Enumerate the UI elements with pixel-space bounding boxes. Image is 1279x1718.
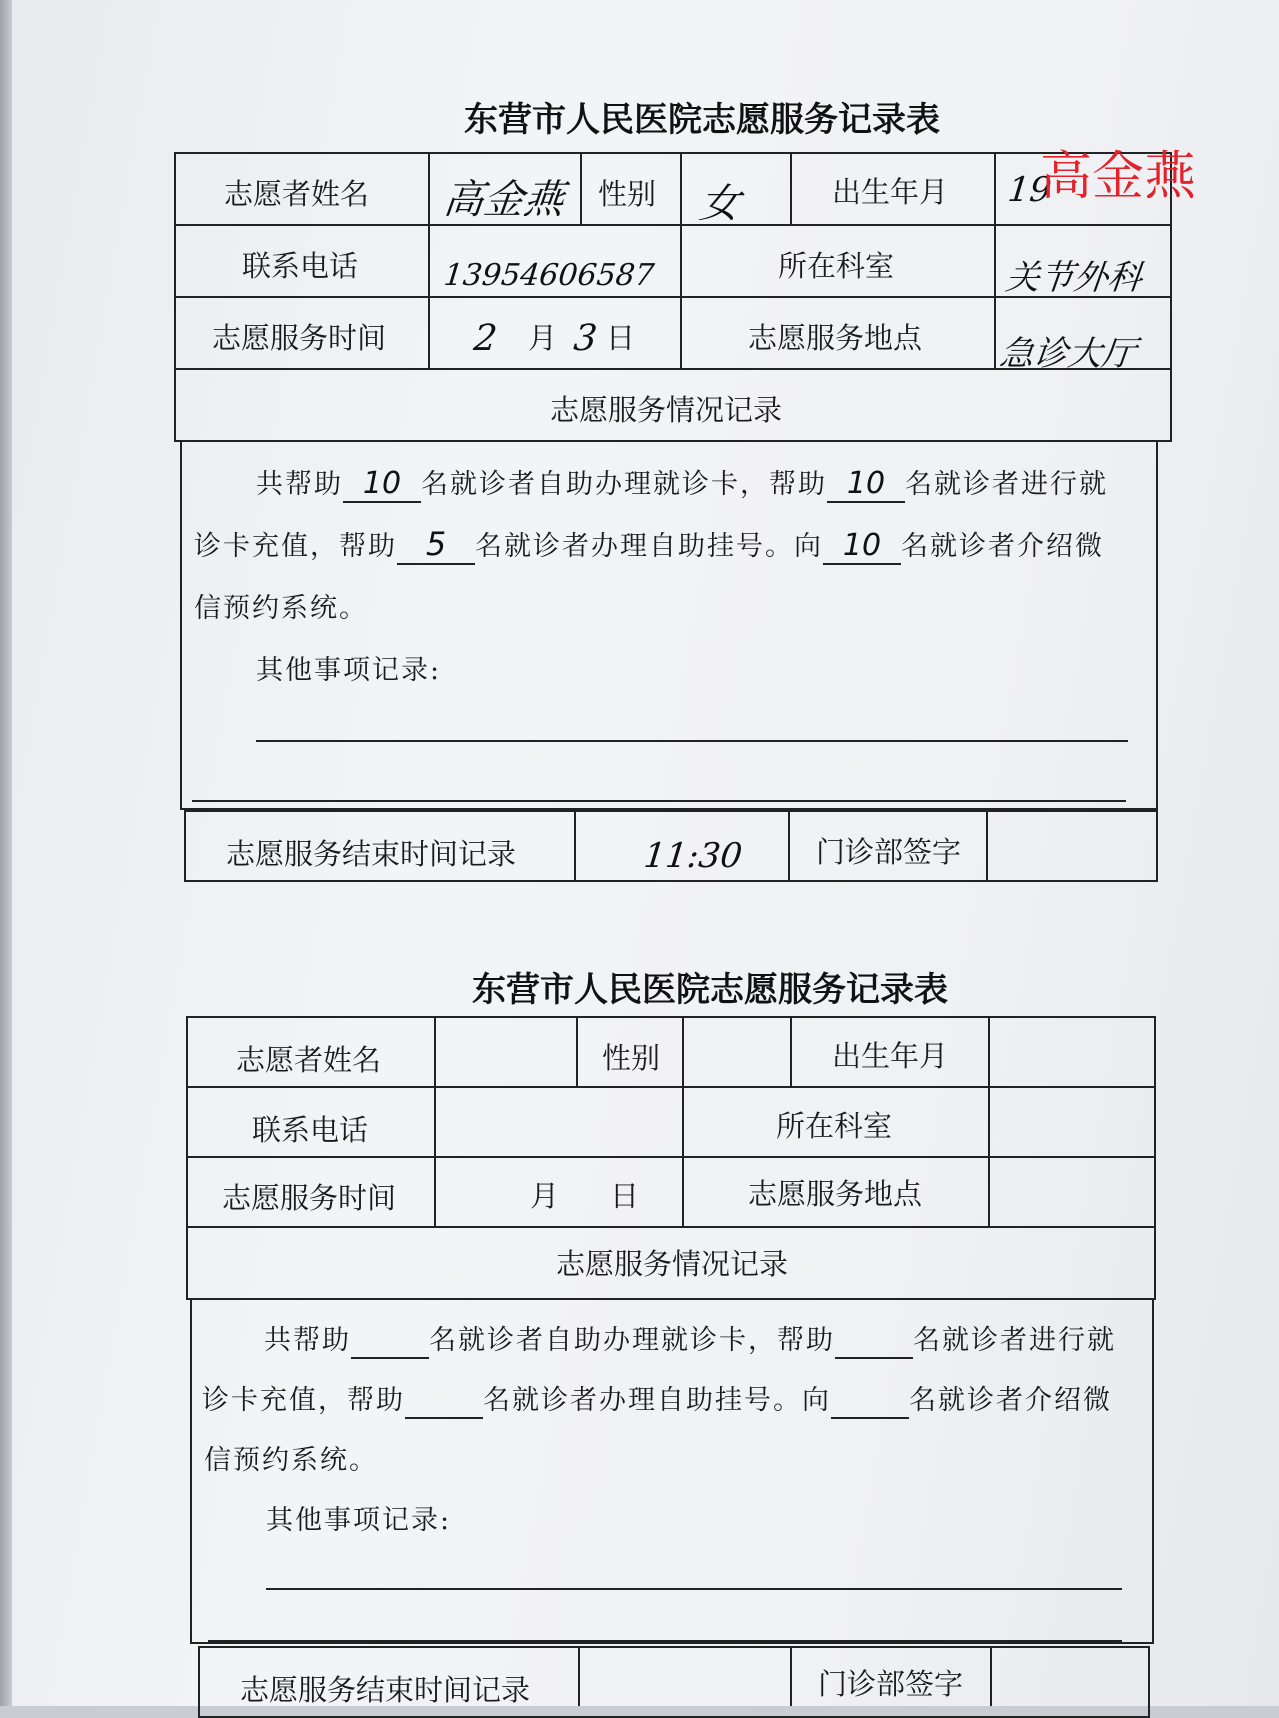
service-place-label: 志愿服务地点 (748, 321, 923, 355)
col-divider (682, 1016, 684, 1226)
department-label: 所在科室 (776, 1109, 893, 1143)
name-value[interactable]: 高金燕 (441, 177, 567, 223)
other-notes-line (192, 800, 1126, 802)
col-divider (790, 152, 792, 224)
col-divider (990, 1646, 992, 1706)
text-wechat: 名就诊者介绍微 (909, 1385, 1112, 1416)
row-divider (186, 1226, 1156, 1228)
form-title: 东营市人民医院志愿服务记录表 (472, 970, 948, 1010)
record-line-2 (202, 1378, 1112, 1419)
service-month-value[interactable]: 2 (471, 318, 500, 359)
gender-value[interactable]: 女 (697, 181, 743, 227)
birth-label: 出生年月 (832, 175, 949, 209)
birth-label: 出生年月 (832, 1039, 949, 1073)
col-divider (428, 152, 430, 368)
name-label: 志愿者姓名 (236, 1043, 382, 1077)
signature-label: 门诊部签字 (816, 835, 962, 869)
col-divider (576, 1016, 578, 1086)
col-divider (988, 1016, 990, 1226)
text-topup: 名就诊者进行就 (913, 1325, 1116, 1356)
col-divider (790, 1016, 792, 1086)
phone-label: 联系电话 (242, 249, 359, 283)
row-divider (186, 1156, 1156, 1158)
birth-value[interactable]: 19 (1005, 170, 1054, 210)
gender-label: 性别 (598, 177, 657, 211)
col-divider (788, 810, 790, 882)
end-time-value[interactable]: 11:30 (641, 836, 745, 876)
service-day-value[interactable]: 3 (571, 318, 600, 359)
record-line-3: 信预约系统。 (204, 1445, 378, 1476)
col-divider (580, 152, 582, 224)
end-time-label: 志愿服务结束时间记录 (240, 1673, 531, 1707)
record-header: 志愿服务情况记录 (556, 1247, 789, 1281)
col-divider (578, 1646, 580, 1706)
card-topup-count[interactable]: 10 (827, 466, 905, 503)
gender-label: 性别 (602, 1041, 661, 1075)
service-time-label: 志愿服务时间 (222, 1181, 397, 1215)
row-divider (186, 1086, 1156, 1088)
signature-label: 门诊部签字 (818, 1667, 964, 1701)
department-value[interactable]: 关节外科 (1003, 258, 1144, 298)
row-divider (174, 224, 1172, 226)
record-line-1 (264, 1318, 1116, 1359)
wechat-intro-count[interactable] (831, 1382, 909, 1419)
text-card-topup: 诊卡充值，帮助 (194, 531, 397, 562)
other-notes-line (256, 740, 1128, 742)
other-notes-label: 其他事项记录: (256, 655, 442, 686)
record-line-1 (256, 462, 1108, 503)
other-notes-label: 其他事项记录: (266, 1505, 452, 1536)
col-divider (434, 1016, 436, 1226)
form-title: 东营市人民医院志愿服务记录表 (464, 100, 940, 140)
text-registration: 名就诊者办理自助挂号。向 (475, 531, 823, 562)
day-unit: 日 (610, 1179, 640, 1213)
end-time-label: 志愿服务结束时间记录 (226, 837, 517, 871)
day-unit: 日 (606, 321, 636, 355)
card-topup-count[interactable] (835, 1322, 913, 1359)
text-card-topup: 诊卡充值，帮助 (202, 1385, 405, 1416)
col-divider (574, 810, 576, 882)
text-help: 共帮助 (264, 1325, 351, 1356)
card-issue-count[interactable] (351, 1322, 429, 1359)
department-label: 所在科室 (778, 249, 895, 283)
col-divider (986, 810, 988, 882)
text-registration: 名就诊者办理自助挂号。向 (483, 1385, 831, 1416)
record-header: 志愿服务情况记录 (550, 393, 783, 427)
other-notes-line (266, 1588, 1122, 1590)
text-card-issue: 名就诊者自助办理就诊卡，帮助 (429, 1325, 835, 1356)
card-issue-count[interactable]: 10 (343, 466, 421, 503)
month-unit: 月 (528, 321, 558, 355)
name-watermark: 高金燕 (1040, 147, 1197, 207)
record-line-2 (194, 524, 1104, 565)
text-wechat: 名就诊者介绍微 (901, 531, 1104, 562)
registration-count[interactable] (405, 1382, 483, 1419)
text-topup: 名就诊者进行就 (905, 469, 1108, 500)
text-help: 共帮助 (256, 469, 343, 500)
col-divider (680, 152, 682, 368)
other-notes-line (208, 1640, 1122, 1642)
page-edge-shadow (0, 0, 12, 1706)
phone-label: 联系电话 (252, 1113, 369, 1147)
month-unit: 月 (530, 1179, 560, 1213)
name-label: 志愿者姓名 (224, 177, 370, 211)
record-line-3: 信预约系统。 (194, 593, 368, 624)
col-divider (790, 1646, 792, 1706)
service-time-label: 志愿服务时间 (212, 321, 387, 355)
wechat-intro-count[interactable]: 10 (823, 528, 901, 565)
service-place-label: 志愿服务地点 (748, 1177, 923, 1211)
registration-count[interactable]: 5 (397, 525, 475, 565)
phone-value[interactable]: 13954606587 (442, 258, 656, 293)
service-place-value[interactable]: 急诊大厅 (997, 334, 1138, 374)
text-card-issue: 名就诊者自助办理就诊卡，帮助 (421, 469, 827, 500)
col-divider (994, 152, 996, 368)
